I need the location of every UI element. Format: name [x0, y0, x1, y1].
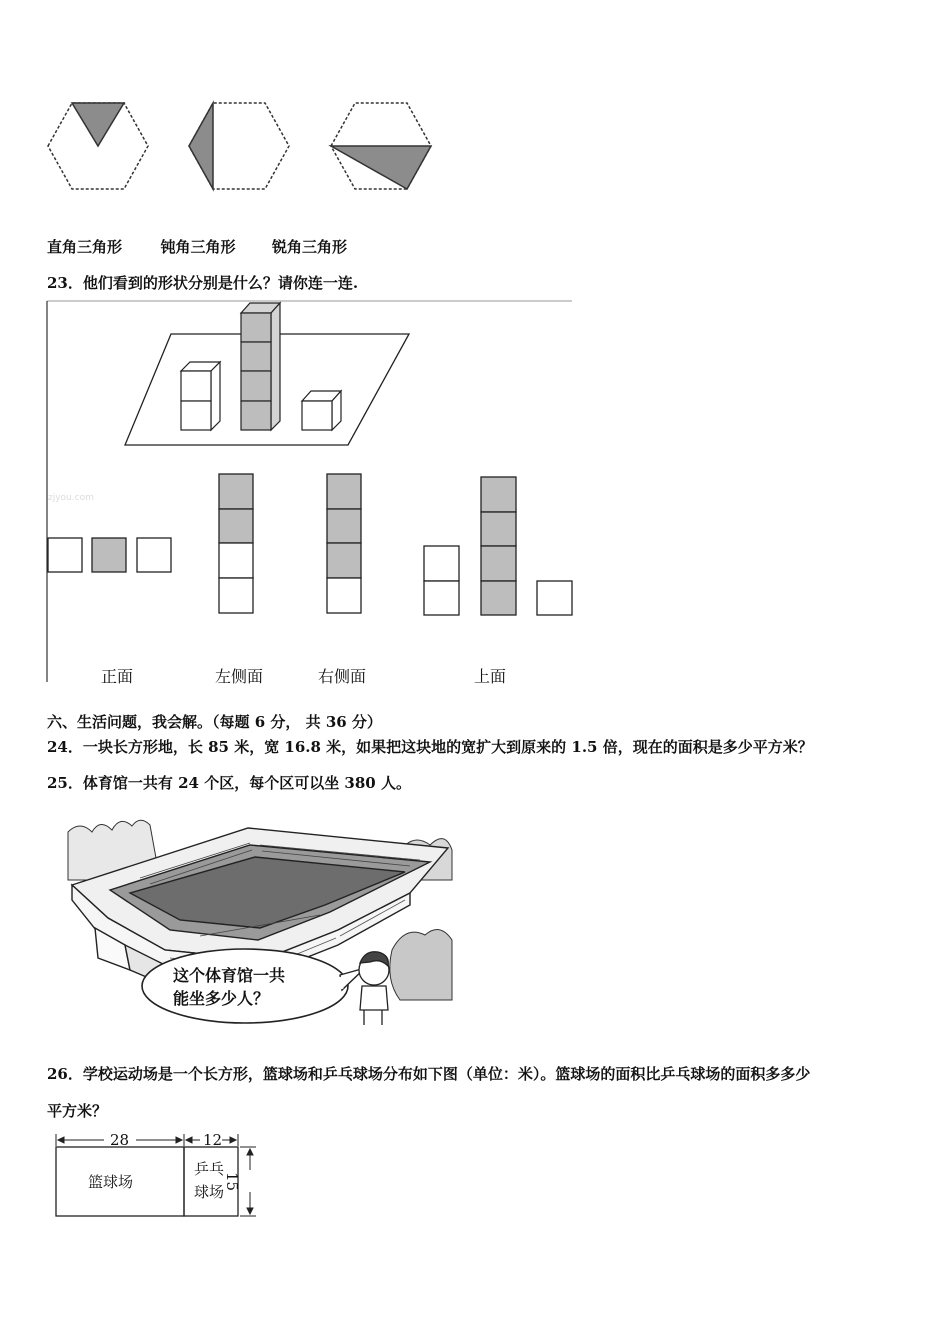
label-front-view: 正面 — [101, 667, 134, 686]
section-6-heading: 六、生活问题，我会解。（每题 6 分， 共 36 分） — [47, 713, 382, 731]
question-23-text: 23．他们看到的形状分别是什么？请你连一连. — [47, 274, 359, 292]
label-left-view: 左侧面 — [215, 667, 264, 686]
label-right-triangle: 直角三角形 — [47, 238, 123, 256]
label-right-view: 右侧面 — [318, 667, 367, 686]
pingpong-label-line1: 乒乓 — [194, 1160, 225, 1178]
dim-height: 15 — [223, 1172, 241, 1192]
label-acute-triangle: 锐角三角形 — [271, 238, 347, 256]
bubble-text-line2: 能坐多少人？ — [173, 989, 270, 1008]
basketball-court-label: 篮球场 — [88, 1173, 134, 1191]
question-25-text: 25．体育馆一共有 24 个区，每个区可以坐 380 人。 — [47, 774, 411, 792]
label-top-view: 上面 — [474, 667, 507, 686]
dim-pingpong-width: 12 — [203, 1131, 223, 1149]
question-26-text-line2: 平方米？ — [47, 1102, 108, 1120]
question-26-text-line1: 26．学校运动场是一个长方形，篮球场和乒乓球场分布如下图（单位：米）。篮球场的面积比乒乓球场的面积多多少 — [47, 1065, 811, 1083]
label-obtuse-triangle: 钝角三角形 — [160, 238, 236, 256]
watermark: zjyou.com — [48, 493, 94, 503]
pingpong-label-line2: 球场 — [194, 1183, 225, 1201]
dim-basketball-width: 28 — [110, 1131, 130, 1149]
question-24-text: 24．一块长方形地，长 85 米，宽 16.8 米，如果把这块地的宽扩大到原来的 1.5 倍，现在的面积是多少平方米？ — [47, 738, 813, 756]
bubble-text-line1: 这个体育馆一共 — [173, 966, 286, 985]
